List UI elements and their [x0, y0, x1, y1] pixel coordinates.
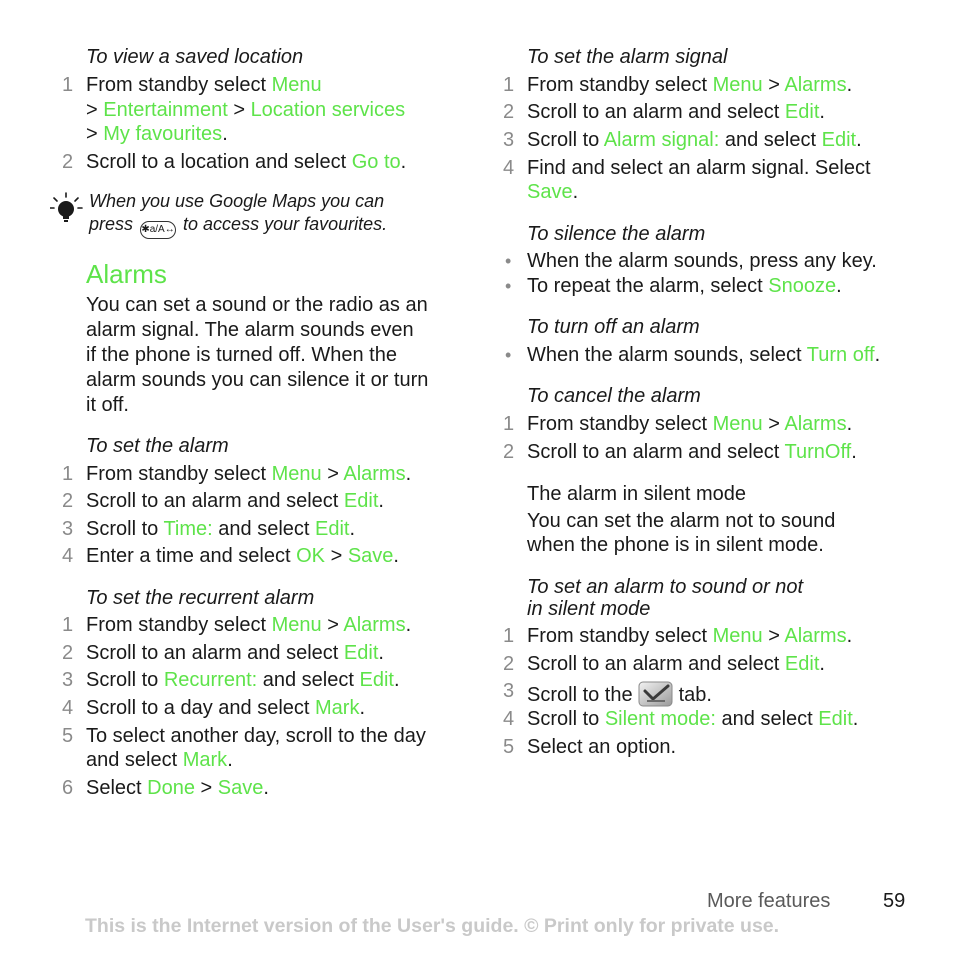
bullet-icon: • [505, 251, 512, 271]
step-number: 2 [503, 101, 515, 123]
step-text: Scroll to Time: and select Edit. [86, 518, 356, 540]
turn-off-link[interactable]: Turn off [806, 344, 875, 366]
turnoff-link[interactable]: TurnOff [784, 441, 852, 463]
step-number: 2 [503, 441, 515, 463]
step-text: Scroll to an alarm and select TurnOff. [527, 441, 857, 463]
step-text: Scroll to a location and select Go to. [86, 151, 407, 173]
page-number: 59 [883, 890, 906, 912]
intro-line: You can set a sound or the radio as an [86, 294, 428, 316]
intro-line: if the phone is turned off. When the [86, 344, 397, 366]
step-text: From standby select Menu > Alarms. [527, 625, 853, 647]
lightbulb-tip-icon [50, 192, 84, 226]
step-text: Scroll to Recurrent: and select Edit. [86, 669, 400, 691]
step-number: 2 [62, 642, 74, 664]
step-number: 4 [62, 697, 74, 719]
mark-link[interactable]: Mark [315, 697, 360, 719]
step-number: 2 [503, 653, 515, 675]
step-number: 2 [62, 151, 74, 173]
recurrent-link[interactable]: Recurrent: [163, 669, 258, 691]
menu-link[interactable]: Menu [271, 463, 322, 485]
section-title-alarms: Alarms [86, 259, 167, 289]
bullet-icon: • [505, 276, 512, 296]
step-number: 3 [62, 518, 74, 540]
alarms-link[interactable]: Alarms [343, 463, 406, 485]
step-text: From standby select Menu > Alarms. [86, 463, 412, 485]
step-text: From standby select Menu [86, 74, 322, 96]
menu-link[interactable]: Menu [712, 625, 763, 647]
step-text: Scroll to an alarm and select Edit. [86, 490, 384, 512]
heading-set-recurrent-alarm: To set the recurrent alarm [86, 587, 315, 609]
edit-link[interactable]: Edit [821, 129, 857, 151]
intro-line: alarm signal. The alarm sounds even [86, 319, 414, 341]
heading-set-alarm-signal: To set the alarm signal [527, 46, 728, 68]
alarm-signal-link[interactable]: Alarm signal: [603, 129, 720, 151]
step-text: Scroll to an alarm and select Edit. [527, 653, 825, 675]
step-text: Select an option. [527, 736, 676, 758]
heading-view-saved-location: To view a saved location [86, 46, 304, 68]
heading-cancel-alarm: To cancel the alarm [527, 385, 701, 407]
step-text: Enter a time and select OK > Save. [86, 545, 399, 567]
step-number: 1 [62, 74, 74, 96]
heading-turn-off-alarm: To turn off an alarm [527, 316, 700, 338]
location-services-link[interactable]: Location services [250, 99, 406, 121]
step-number: 3 [503, 680, 515, 702]
bullet-text: When the alarm sounds, press any key. [527, 250, 877, 272]
silent-mode-link[interactable]: Silent mode: [604, 708, 716, 730]
tip-line: press ✱a/A↔ to access your favourites. [89, 213, 387, 239]
save-link[interactable]: Save [217, 777, 264, 799]
step-text: From standby select Menu > Alarms. [86, 614, 412, 636]
edit-link[interactable]: Edit [784, 101, 820, 123]
paragraph-line: when the phone is in silent mode. [527, 534, 824, 556]
paragraph-line: You can set the alarm not to sound [527, 510, 836, 532]
intro-line: alarm sounds you can silence it or turn [86, 369, 429, 391]
step-text: Save. [527, 181, 579, 203]
bullet-text: To repeat the alarm, select Snooze. [527, 275, 842, 297]
edit-link[interactable]: Edit [343, 642, 379, 664]
step-number: 3 [62, 669, 74, 691]
step-number: 2 [62, 490, 74, 512]
alarms-link[interactable]: Alarms [784, 625, 847, 647]
step-text: Scroll to a day and select Mark. [86, 697, 366, 719]
step-text: From standby select Menu > Alarms. [527, 413, 853, 435]
alarms-link[interactable]: Alarms [343, 614, 406, 636]
heading-set-alarm: To set the alarm [86, 435, 229, 457]
edit-link[interactable]: Edit [784, 653, 820, 675]
my-favourites-link[interactable]: My favourites [103, 123, 223, 145]
edit-link[interactable]: Edit [315, 518, 350, 540]
step-text: > My favourites. [86, 123, 228, 145]
star-key-icon: ✱a/A↔ [140, 221, 176, 239]
step-text: Select Done > Save. [86, 777, 269, 799]
step-number: 5 [62, 725, 74, 747]
alarms-link[interactable]: Alarms [784, 74, 847, 96]
subheading-silent-mode: The alarm in silent mode [527, 483, 746, 505]
menu-link[interactable]: Menu [271, 74, 322, 96]
step-text: Scroll to the tab. [527, 679, 712, 709]
snooze-link[interactable]: Snooze [768, 275, 837, 297]
entertainment-link[interactable]: Entertainment [103, 99, 228, 121]
step-number: 1 [503, 74, 515, 96]
bullet-icon: • [505, 345, 512, 365]
step-text: Scroll to an alarm and select Edit. [86, 642, 384, 664]
settings-tab-icon [637, 679, 675, 709]
step-text: To select another day, scroll to the day [86, 725, 426, 747]
footer-section-name: More features [707, 890, 831, 912]
intro-line: it off. [86, 394, 129, 416]
edit-link[interactable]: Edit [818, 708, 853, 730]
step-number: 5 [503, 736, 515, 758]
step-text: Scroll to Alarm signal: and select Edit. [527, 129, 862, 151]
step-number: 6 [62, 777, 74, 799]
save-link[interactable]: Save [347, 545, 394, 567]
heading-silence-alarm: To silence the alarm [527, 223, 706, 245]
ok-link[interactable]: OK [296, 545, 326, 567]
menu-link[interactable]: Menu [712, 413, 763, 435]
save-link[interactable]: Save [527, 181, 573, 203]
step-number: 1 [503, 413, 515, 435]
step-text: Find and select an alarm signal. Select [527, 157, 871, 179]
menu-link[interactable]: Menu [271, 614, 322, 636]
edit-link[interactable]: Edit [343, 490, 379, 512]
bullet-text: When the alarm sounds, select Turn off. [527, 344, 881, 366]
step-text: Scroll to Silent mode: and select Edit. [527, 708, 859, 730]
internet-version-notice: This is the Internet version of the User's guide. © Print only for private use. [85, 915, 780, 937]
time-link[interactable]: Time: [163, 518, 213, 540]
step-number: 1 [62, 614, 74, 636]
step-number: 4 [62, 545, 74, 567]
step-text: From standby select Menu > Alarms. [527, 74, 853, 96]
step-number: 3 [503, 129, 515, 151]
go-to-link[interactable]: Go to [351, 151, 401, 173]
step-text: Scroll to an alarm and select Edit. [527, 101, 825, 123]
edit-link[interactable]: Edit [359, 669, 394, 691]
step-number: 4 [503, 157, 515, 179]
step-number: 1 [503, 625, 515, 647]
step-number: 4 [503, 708, 515, 730]
done-link[interactable]: Done [147, 777, 195, 799]
step-text: > Entertainment > Location services [86, 99, 406, 121]
tip-line: When you use Google Maps you can [89, 191, 385, 211]
step-number: 1 [62, 463, 74, 485]
heading-sound-or-not: To set an alarm to sound or not [527, 576, 804, 598]
heading-sound-or-not: in silent mode [527, 598, 651, 620]
alarms-link[interactable]: Alarms [784, 413, 847, 435]
menu-link[interactable]: Menu [712, 74, 763, 96]
mark-link[interactable]: Mark [182, 749, 228, 771]
step-text: and select Mark. [86, 749, 233, 771]
